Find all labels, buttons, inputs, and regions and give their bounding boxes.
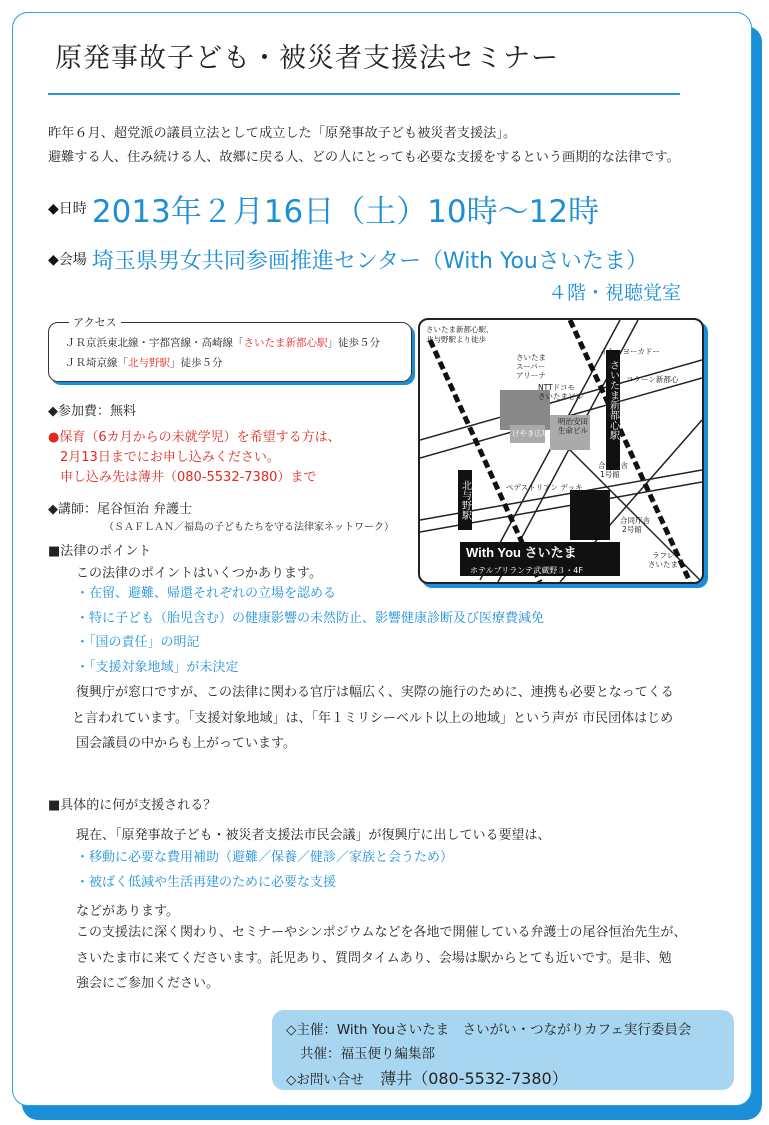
page-title: 原発事故子ども・被災者支援法セミナー (55, 43, 559, 74)
points-list (76, 582, 544, 680)
svg-text:2号館: 2号館 (622, 525, 642, 534)
list-item: ・特に子ども（胎児含む）の健康影響の未然防止、影響健康診断及び医療費減免 (76, 610, 545, 626)
map-label-ito: イトーヨーカドー (600, 347, 660, 356)
map-label-top2: 北与野駅より徒歩 (426, 335, 486, 344)
svg-text:さいたま: さいたま (516, 353, 546, 362)
map-drawing (420, 320, 702, 582)
support-after: などがあります。 (76, 904, 179, 919)
date-value: 2013年２月16日（土）10時〜12時 (91, 194, 600, 230)
map-label-pedestrian: ペデストリアン デッキ (506, 483, 583, 492)
svg-text:合同庁舎: 合同庁舎 (598, 461, 628, 470)
support-heading: ■具体的に何が支援される？ (48, 798, 217, 813)
map-label-keyaki: けやき広場 (512, 429, 550, 438)
points-heading: ■法律のポイント (48, 544, 152, 559)
access-line-1: ＪＲ京浜東北線・宇都宮線・高崎線「さいたま新都心駅」徒歩５分 (65, 337, 380, 349)
intro-text (48, 122, 680, 170)
points-lead: この法律のポイントはいくつかあります。 (76, 566, 322, 581)
venue-label: ◆会場 (48, 252, 87, 268)
station-name-kitayono: 北与野駅 (128, 357, 170, 369)
date-label: ◆日時 (48, 201, 87, 217)
venue-value: 埼玉県男女共同参画推進センター（With Youさいたま） (91, 249, 648, 274)
svg-text:スーパー: スーパー (516, 362, 546, 371)
svg-text:ラフレ: ラフレ (652, 551, 675, 560)
map-shintoshin-station: さいたま新都心駅 (607, 360, 619, 440)
childcare-notice (48, 428, 341, 488)
list-item: ・移動に必要な費用補助（避難／保養／健診／家族と会うため） (76, 850, 454, 865)
access-line-2: ＪＲ埼京線「北与野駅」徒歩５分 (65, 357, 223, 369)
svg-text:さいたまビル: さいたまビル (538, 392, 583, 401)
map-label-top1: さいたま新都心駅、 (426, 325, 494, 334)
contact-label: ◇お問い合せ (286, 1072, 364, 1088)
organizer-text: ◇主催：With Youさいたま さいがい・つながりカフェ実行委員会 (286, 1022, 692, 1038)
intro-line-2: 避難する人、住み続ける人、故郷に戻る人、どの人にとっても必要な支援をするという画期的な法律です。 (48, 150, 680, 165)
venue-room: ４階・視聴覚室 (548, 282, 682, 304)
intro-line-1: 昨年６月、超党派の議員立法として成立した「原発事故子ども被災者支援法」。 (48, 126, 517, 141)
title-underline (48, 93, 680, 95)
svg-text:NTTドコモ: NTTドコモ (538, 383, 575, 392)
svg-text:合同庁舎: 合同庁舎 (620, 516, 650, 525)
svg-text:1号館: 1号館 (600, 470, 620, 479)
points-paragraph: 復興庁が窓口ですが、この法律に関わる官庁は幅広く、実際の施行のために、連携も必要となってくる と言われています。「支援対象地域」は、「年１ミリシーベルト以上の地域」という声が 市民団体はじめ 国会議員の中からも上がっています。 (72, 685, 674, 751)
childcare-line-3: 申し込み先は薄井（080-5532-7380）まで (60, 470, 317, 485)
contact-value: 薄井（080-5532-7380） (380, 1069, 568, 1088)
map-venue-label: With You さいたま (466, 545, 577, 560)
date-row (48, 186, 599, 231)
cosponsor-text: 共催：福玉便り編集部 (300, 1046, 435, 1062)
access-heading: アクセス (69, 314, 121, 330)
svg-text:明治安田: 明治安田 (558, 417, 588, 426)
support-lead: 現在、「原発事故子ども・被災者支援法市民会議」が復興庁に出している要望は、 (76, 828, 551, 843)
svg-text:さいたま: さいたま (648, 560, 678, 569)
map-venue-building (570, 490, 610, 540)
svg-text:アリーナ: アリーナ (516, 371, 546, 380)
list-item: ・被ばく低減や生活再建のために必要な支援 (76, 874, 337, 890)
childcare-line-1: ●保育（6カ月からの未就学児）を希望する方は、 (48, 430, 341, 445)
organizer-box (272, 1010, 734, 1090)
venue-row (48, 244, 648, 275)
access-map (418, 318, 704, 584)
list-item: ・「支援対象地域」が未決定 (76, 659, 239, 675)
childcare-line-2: 2月13日までにお申し込みください。 (60, 450, 280, 465)
list-item: ・在留、避難、帰還それぞれの立場を認める (76, 586, 337, 601)
support-paragraph: この支援法に深く関わり、セミナーやシンポジウムなどを各地で開催している弁護士の尾谷恒治先生が、 さいたま市に来てくださいます。託児あり、質問タイムあり、会場は駅からとても近いです。是非、勉 強会にご参加ください。 (76, 925, 687, 991)
list-item: ・「国の責任」の明記 (76, 635, 200, 650)
station-name-shintoshin: さいたま新都心駅 (243, 337, 328, 349)
contact-row (286, 1066, 568, 1089)
fee-text: ◆参加費：無料 (48, 404, 136, 419)
access-box (48, 316, 412, 382)
map-label-cocoon: コクーン新都心 (626, 375, 679, 384)
svg-text:生命ビル: 生命ビル (558, 426, 588, 435)
lecturer-line-2: （ＳＡＦＬＡＮ／福島の子どもたちを守る法律家ネットワーク） (104, 522, 394, 533)
map-kitayono-station: 北与野駅 (459, 480, 471, 520)
lecturer-line-1: ◆講師：尾谷恒治 弁護士 (48, 502, 193, 517)
map-venue-sub: ホテルブリランテ武蔵野３・4F (470, 566, 583, 575)
support-list (76, 846, 453, 895)
